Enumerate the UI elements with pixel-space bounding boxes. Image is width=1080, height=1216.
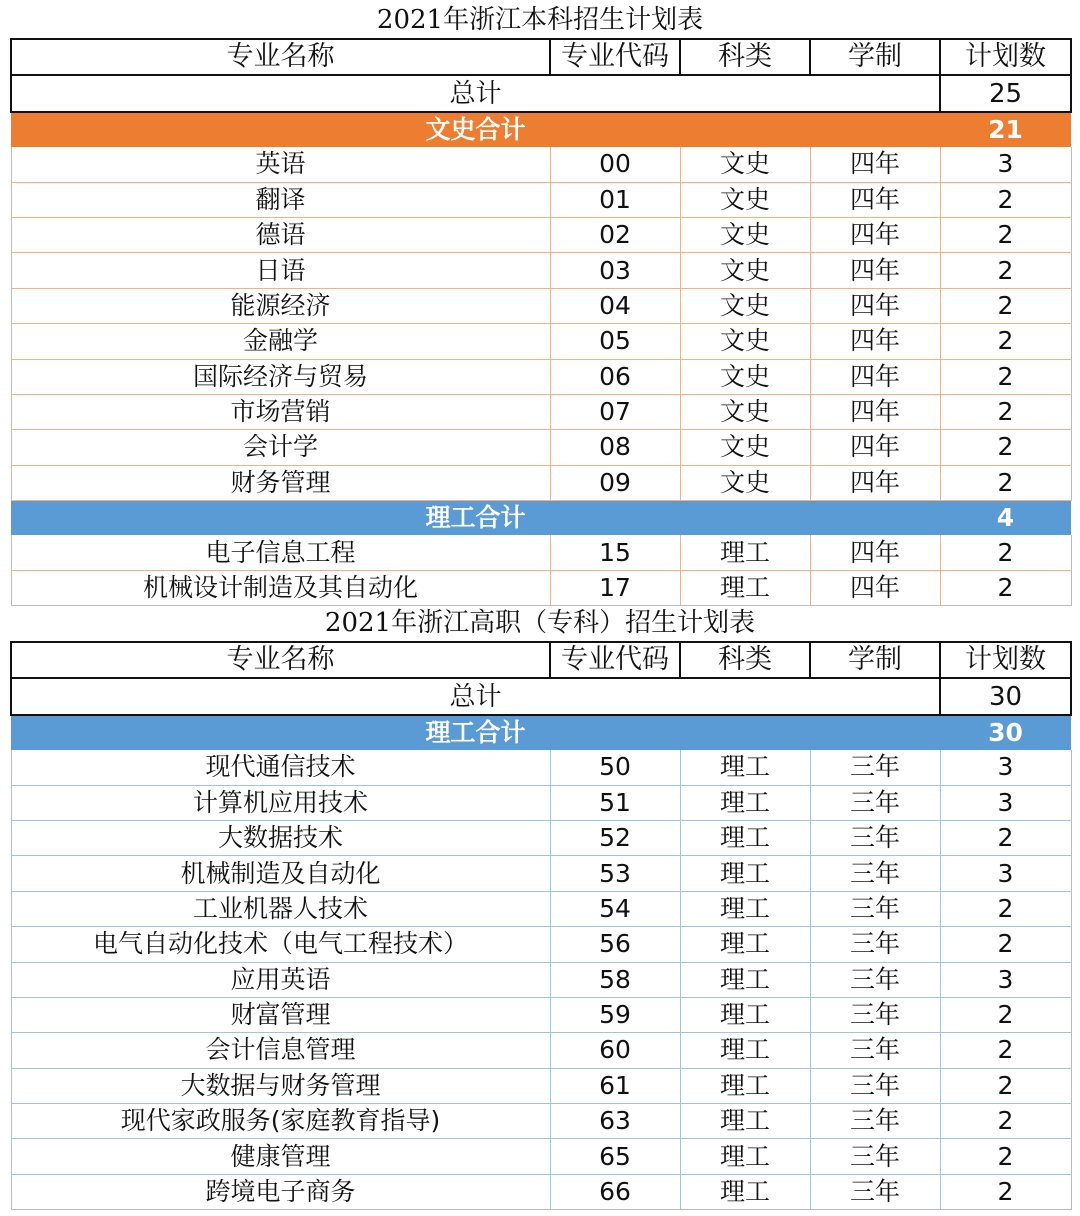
major-name: 财富管理 <box>11 997 550 1032</box>
table-row <box>11 217 1071 252</box>
plan-count: 2 <box>940 997 1071 1032</box>
plan-count: 2 <box>940 570 1071 605</box>
vocational-plan-table <box>10 641 1072 1210</box>
duration: 四年 <box>810 324 940 359</box>
undergraduate-plan-table <box>10 38 1072 606</box>
plan-count: 2 <box>940 253 1071 288</box>
plan-count: 2 <box>940 820 1071 855</box>
duration: 三年 <box>810 1174 940 1209</box>
total-row <box>11 75 1071 111</box>
table-row <box>11 820 1071 855</box>
major-name: 英语 <box>11 147 550 182</box>
major-code: 09 <box>550 465 680 500</box>
header-duration: 学制 <box>810 39 940 75</box>
major-code: 58 <box>550 962 680 997</box>
category: 理工 <box>680 750 810 785</box>
major-code: 61 <box>550 1068 680 1103</box>
header-major-code: 专业代码 <box>550 642 680 678</box>
major-code: 06 <box>550 359 680 394</box>
subtotal-row <box>11 715 1071 750</box>
category: 理工 <box>680 1033 810 1068</box>
table-row <box>11 1174 1071 1209</box>
major-code: 17 <box>550 570 680 605</box>
total-value: 25 <box>940 75 1071 111</box>
major-name: 电气自动化技术（电气工程技术） <box>11 927 550 962</box>
table-row <box>11 430 1071 465</box>
plan-count: 3 <box>940 856 1071 891</box>
category: 文史 <box>680 288 810 323</box>
major-name: 大数据与财务管理 <box>11 1068 550 1103</box>
major-code: 03 <box>550 253 680 288</box>
plan-count: 3 <box>940 147 1071 182</box>
major-code: 02 <box>550 217 680 252</box>
table-row <box>11 891 1071 926</box>
plan-count: 2 <box>940 394 1071 429</box>
major-name: 电子信息工程 <box>11 535 550 570</box>
major-name: 国际经济与贸易 <box>11 359 550 394</box>
plan-count: 2 <box>940 1139 1071 1174</box>
plan-count: 2 <box>940 288 1071 323</box>
table-row <box>11 1068 1071 1103</box>
plan-count: 2 <box>940 359 1071 394</box>
duration: 三年 <box>810 750 940 785</box>
header-major-name: 专业名称 <box>11 39 550 75</box>
major-code: 60 <box>550 1033 680 1068</box>
table-row <box>11 535 1071 570</box>
major-code: 65 <box>550 1139 680 1174</box>
major-code: 51 <box>550 785 680 820</box>
subtotal-label: 理工合计 <box>11 715 940 750</box>
category: 文史 <box>680 253 810 288</box>
plan-count: 2 <box>940 891 1071 926</box>
table-row <box>11 856 1071 891</box>
duration: 三年 <box>810 856 940 891</box>
major-code: 66 <box>550 1174 680 1209</box>
major-name: 健康管理 <box>11 1139 550 1174</box>
major-name: 财务管理 <box>11 465 550 500</box>
major-code: 05 <box>550 324 680 359</box>
table-row <box>11 147 1071 182</box>
plan-count: 2 <box>940 465 1071 500</box>
table-row <box>11 324 1071 359</box>
major-code: 63 <box>550 1104 680 1139</box>
table-row <box>11 750 1071 785</box>
plan-count: 3 <box>940 750 1071 785</box>
category: 文史 <box>680 147 810 182</box>
category: 理工 <box>680 856 810 891</box>
major-code: 53 <box>550 856 680 891</box>
plan-count: 2 <box>940 1104 1071 1139</box>
category: 文史 <box>680 359 810 394</box>
table-row <box>11 997 1071 1032</box>
category: 理工 <box>680 927 810 962</box>
plan-count: 3 <box>940 785 1071 820</box>
duration: 四年 <box>810 359 940 394</box>
major-code: 54 <box>550 891 680 926</box>
header-category: 科类 <box>680 642 810 678</box>
header-category: 科类 <box>680 39 810 75</box>
duration: 四年 <box>810 253 940 288</box>
header-major-name: 专业名称 <box>11 642 550 678</box>
duration: 四年 <box>810 430 940 465</box>
major-name: 计算机应用技术 <box>11 785 550 820</box>
header-duration: 学制 <box>810 642 940 678</box>
plan-count: 2 <box>940 1068 1071 1103</box>
category: 文史 <box>680 430 810 465</box>
duration: 四年 <box>810 182 940 217</box>
major-code: 52 <box>550 820 680 855</box>
plan-count: 2 <box>940 1033 1071 1068</box>
major-name: 大数据技术 <box>11 820 550 855</box>
duration: 三年 <box>810 927 940 962</box>
duration: 三年 <box>810 820 940 855</box>
duration: 四年 <box>810 288 940 323</box>
category: 理工 <box>680 997 810 1032</box>
header-plan-count: 计划数 <box>940 642 1071 678</box>
header-plan-count: 计划数 <box>940 39 1071 75</box>
table-row <box>11 394 1071 429</box>
major-code: 01 <box>550 182 680 217</box>
header-row <box>11 39 1071 75</box>
duration: 四年 <box>810 570 940 605</box>
category: 理工 <box>680 570 810 605</box>
major-name: 金融学 <box>11 324 550 359</box>
major-name: 工业机器人技术 <box>11 891 550 926</box>
subtotal-value: 4 <box>940 501 1071 536</box>
table-row <box>11 288 1071 323</box>
table-row <box>11 253 1071 288</box>
subtotal-label: 文史合计 <box>11 112 940 147</box>
category: 文史 <box>680 182 810 217</box>
category: 理工 <box>680 1104 810 1139</box>
table-row <box>11 465 1071 500</box>
category: 理工 <box>680 820 810 855</box>
major-name: 翻译 <box>11 182 550 217</box>
category: 理工 <box>680 1139 810 1174</box>
category: 文史 <box>680 394 810 429</box>
major-name: 机械制造及自动化 <box>11 856 550 891</box>
major-code: 08 <box>550 430 680 465</box>
major-name: 日语 <box>11 253 550 288</box>
duration: 四年 <box>810 465 940 500</box>
major-name: 能源经济 <box>11 288 550 323</box>
duration: 三年 <box>810 891 940 926</box>
major-code: 15 <box>550 535 680 570</box>
category: 理工 <box>680 1068 810 1103</box>
plan-count: 2 <box>940 182 1071 217</box>
table-row <box>11 785 1071 820</box>
table-row <box>11 570 1071 605</box>
category: 文史 <box>680 217 810 252</box>
major-name: 会计信息管理 <box>11 1033 550 1068</box>
table2-title: 2021年浙江高职（专科）招生计划表 <box>324 608 756 638</box>
plan-count: 2 <box>940 1174 1071 1209</box>
plan-count: 2 <box>940 927 1071 962</box>
duration: 四年 <box>810 217 940 252</box>
major-name: 现代通信技术 <box>11 750 550 785</box>
major-name: 现代家政服务(家庭教育指导) <box>11 1104 550 1139</box>
category: 理工 <box>680 962 810 997</box>
header-row <box>11 642 1071 678</box>
subtotal-value: 30 <box>940 715 1071 750</box>
total-label: 总计 <box>11 678 940 714</box>
category: 理工 <box>680 1174 810 1209</box>
plan-count: 2 <box>940 430 1071 465</box>
major-code: 00 <box>550 147 680 182</box>
table1-title: 2021年浙江本科招生计划表 <box>376 5 704 35</box>
major-name: 会计学 <box>11 430 550 465</box>
duration: 三年 <box>810 997 940 1032</box>
table-row <box>11 1139 1071 1174</box>
duration: 四年 <box>810 147 940 182</box>
plan-count: 3 <box>940 962 1071 997</box>
category: 文史 <box>680 465 810 500</box>
total-label: 总计 <box>11 75 940 111</box>
table-row <box>11 182 1071 217</box>
total-value: 30 <box>940 678 1071 714</box>
major-code: 07 <box>550 394 680 429</box>
duration: 三年 <box>810 1033 940 1068</box>
duration: 三年 <box>810 785 940 820</box>
duration: 三年 <box>810 1068 940 1103</box>
subtotal-value: 21 <box>940 112 1071 147</box>
table-row <box>11 927 1071 962</box>
major-code: 50 <box>550 750 680 785</box>
plan-count: 2 <box>940 217 1071 252</box>
major-code: 04 <box>550 288 680 323</box>
subtotal-row <box>11 501 1071 536</box>
category: 理工 <box>680 891 810 926</box>
major-code: 59 <box>550 997 680 1032</box>
total-row <box>11 678 1071 714</box>
table-row <box>11 1104 1071 1139</box>
major-name: 机械设计制造及其自动化 <box>11 570 550 605</box>
subtotal-row <box>11 112 1071 147</box>
plan-count: 2 <box>940 324 1071 359</box>
duration: 四年 <box>810 394 940 429</box>
table-row <box>11 962 1071 997</box>
subtotal-label: 理工合计 <box>11 501 940 536</box>
header-major-code: 专业代码 <box>550 39 680 75</box>
major-name: 市场营销 <box>11 394 550 429</box>
major-code: 56 <box>550 927 680 962</box>
major-name: 应用英语 <box>11 962 550 997</box>
major-name: 德语 <box>11 217 550 252</box>
table-row <box>11 1033 1071 1068</box>
plan-count: 2 <box>940 535 1071 570</box>
duration: 三年 <box>810 1104 940 1139</box>
major-name: 跨境电子商务 <box>11 1174 550 1209</box>
table-row <box>11 359 1071 394</box>
duration: 三年 <box>810 962 940 997</box>
duration: 三年 <box>810 1139 940 1174</box>
category: 文史 <box>680 324 810 359</box>
category: 理工 <box>680 785 810 820</box>
duration: 四年 <box>810 535 940 570</box>
category: 理工 <box>680 535 810 570</box>
